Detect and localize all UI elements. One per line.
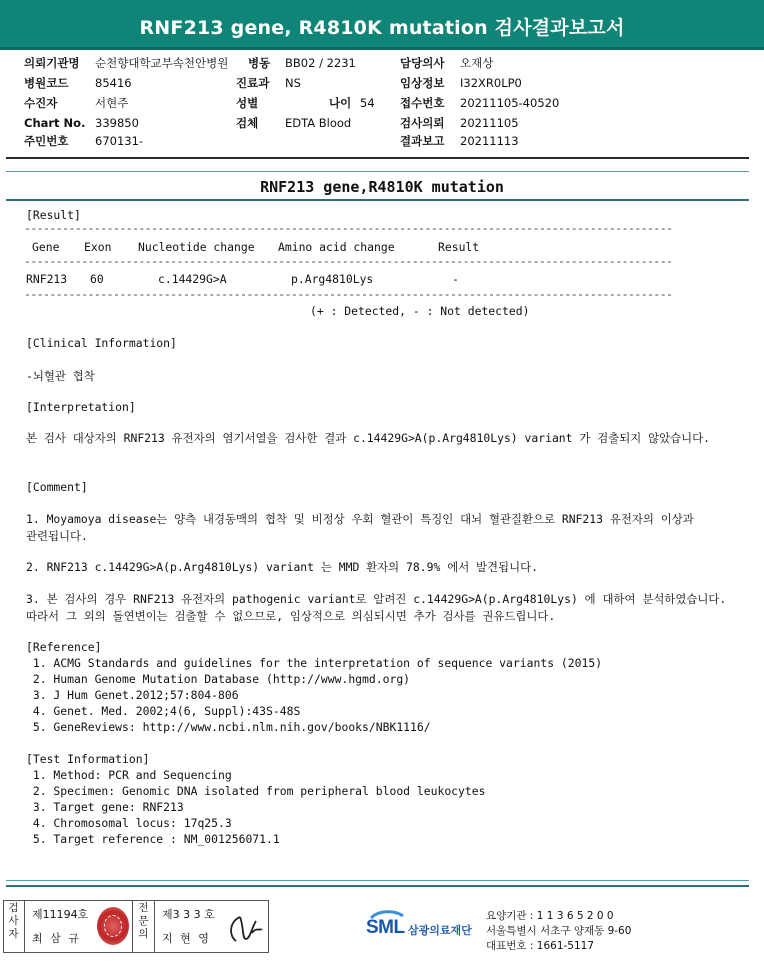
- test-info-3: 3. Target gene: RNF213: [26, 800, 184, 814]
- patient-label: 수진자: [24, 96, 58, 110]
- comment-1: 1. Moyamoya disease는 양측 내경동맥의 협착 및 비정상 우회 혈관이 특징인 대뇌 혈관질환으로 RNF213 유전자의 이상과 관련됩니다.: [26, 512, 694, 543]
- cell-exon: 60: [90, 272, 104, 286]
- request-value: 20211105: [460, 116, 519, 130]
- specialist-license: 제3 3 3 호: [162, 908, 215, 921]
- specimen-value: EDTA Blood: [285, 116, 352, 130]
- seal-inner-icon: [104, 915, 122, 937]
- doctor-value: 오재상: [460, 56, 494, 70]
- clinical-heading: [Clinical Information]: [26, 336, 177, 350]
- chart-label: Chart No.: [24, 116, 86, 130]
- test-info-2: 2. Specimen: Genomic DNA isolated from peripheral blood leukocytes: [26, 784, 486, 798]
- cell-result: -: [452, 272, 459, 286]
- specialist-label: 전 문 의: [133, 900, 155, 953]
- reference-heading: [Reference]: [26, 640, 102, 654]
- rrn-value: 670131-: [95, 134, 144, 148]
- examiner-name: 최 삼 규: [32, 932, 81, 945]
- col-exon: Exon: [84, 240, 112, 254]
- comment-2: 2. RNF213 c.14429G>A(p.Arg4810Lys) variant 는 MMD 환자의 78.9% 에서 발견됩니다.: [26, 560, 538, 574]
- report-date-label: 결과보고: [400, 134, 445, 148]
- reference-1: 1. ACMG Standards and guidelines for the interpretation of sequence variants (2015): [26, 656, 603, 670]
- reference-4: 4. Genet. Med. 2002;4(6, Suppl):43S-48S: [26, 704, 301, 718]
- specimen-label: 검체: [236, 116, 259, 130]
- col-amino-acid: Amino acid change: [278, 240, 395, 254]
- report-heading: RNF213 gene,R4810K mutation: [260, 178, 504, 196]
- examiner-label: 검 사 자: [3, 900, 25, 953]
- cell-nucleotide: c.14429G>A: [158, 272, 227, 286]
- age-label: 나이: [329, 96, 352, 110]
- request-label: 검사의뢰: [400, 116, 445, 130]
- ward-label: 병동: [248, 56, 271, 70]
- signature-icon: [222, 905, 266, 949]
- reference-5: 5. GeneReviews: http://www.ncbi.nlm.nih.gov/books/NBK1116/: [26, 720, 431, 734]
- clinical-text: -뇌혈관 협착: [26, 369, 95, 383]
- footer-rule-bottom: [6, 885, 749, 887]
- age-value: 54: [360, 96, 375, 110]
- specialist-name: 지 현 영: [162, 932, 211, 945]
- header-divider: [6, 157, 749, 159]
- title-rule-bottom: [6, 199, 749, 201]
- doctor-label: 담당의사: [400, 56, 445, 70]
- rrn-label: 주민번호: [24, 134, 69, 148]
- institution-value: 순천향대학교부속천안병원: [95, 56, 229, 70]
- receipt-value: 20211105-40520: [460, 96, 560, 110]
- result-rule-2: ------------------------------------------------------------------------------------------------------: [24, 254, 673, 268]
- org-phone: 대표번호 : 1661-5117: [486, 940, 595, 952]
- test-info-1: 1. Method: PCR and Sequencing: [26, 768, 232, 782]
- report-title-bar: [0, 0, 764, 50]
- org-address: 서울특별시 서초구 양재동 9-60: [486, 925, 632, 937]
- cell-gene: RNF213: [26, 272, 68, 286]
- test-info-heading: [Test Information]: [26, 752, 150, 766]
- col-result: Result: [438, 240, 480, 254]
- result-rule-3: ------------------------------------------------------------------------------------------------------: [24, 287, 673, 301]
- org-name: 삼광의료재단: [408, 924, 472, 937]
- interpretation-text: 본 검사 대상자의 RNF213 유전자의 염기서열을 검사한 결과 c.14429G>A(p.Arg4810Lys) variant 가 검출되지 않았습니다.: [26, 431, 710, 445]
- clinical-info-value: I32XR0LP0: [460, 76, 522, 90]
- comment-3: 3. 본 검사의 경우 RNF213 유전자의 pathogenic variant로 알려진 c.14429G>A(p.Arg4810Lys) 에 대하여 분석하였습니다. 따라서 그 외의 돌연변이는 검출할 수 없으므로, 임상적으로 의심되시면 추가 검사를 권유드립니다.: [26, 592, 727, 623]
- clinical-info-label: 임상정보: [400, 76, 445, 90]
- test-info-5: 5. Target reference : NM_001256071.1: [26, 832, 280, 846]
- hospital-code-label: 병원코드: [24, 76, 69, 90]
- chart-value: 339850: [95, 116, 139, 130]
- comment-heading: [Comment]: [26, 480, 88, 494]
- title-rule-top: [6, 171, 749, 172]
- footer-rule-top: [6, 880, 749, 881]
- col-gene: Gene: [32, 240, 60, 254]
- patient-value: 서현주: [95, 96, 129, 110]
- reference-3: 3. J Hum Genet.2012;57:804-806: [26, 688, 239, 702]
- report-title: RNF213 gene, R4810K mutation 검사결과보고서: [139, 17, 625, 39]
- sex-label: 성별: [236, 96, 259, 110]
- reference-2: 2. Human Genome Mutation Database (http://www.hgmd.org): [26, 672, 411, 686]
- receipt-label: 접수번호: [400, 96, 445, 110]
- sml-logo-text: SML: [366, 917, 405, 938]
- result-rule-1: ------------------------------------------------------------------------------------------------------: [24, 221, 673, 235]
- cell-amino-acid: p.Arg4810Lys: [291, 272, 374, 286]
- institution-row: 의뢰기관명: [24, 56, 80, 70]
- hospital-code-value: 85416: [95, 76, 132, 90]
- institution-code: 요양기관 : 1 1 3 6 5 2 0 0: [486, 910, 614, 922]
- dept-label: 진료과: [236, 76, 270, 90]
- col-nucleotide: Nucleotide change: [138, 240, 255, 254]
- result-heading: [Result]: [26, 208, 81, 222]
- ward-value: BB02 / 2231: [285, 56, 356, 70]
- dept-value: NS: [285, 76, 301, 90]
- examiner-license: 제11194호: [32, 908, 89, 921]
- test-info-4: 4. Chromosomal locus: 17q25.3: [26, 816, 232, 830]
- interpretation-heading: [Interpretation]: [26, 400, 136, 414]
- result-legend: (+ : Detected, - : Not detected): [310, 304, 530, 318]
- report-date-value: 20211113: [460, 134, 519, 148]
